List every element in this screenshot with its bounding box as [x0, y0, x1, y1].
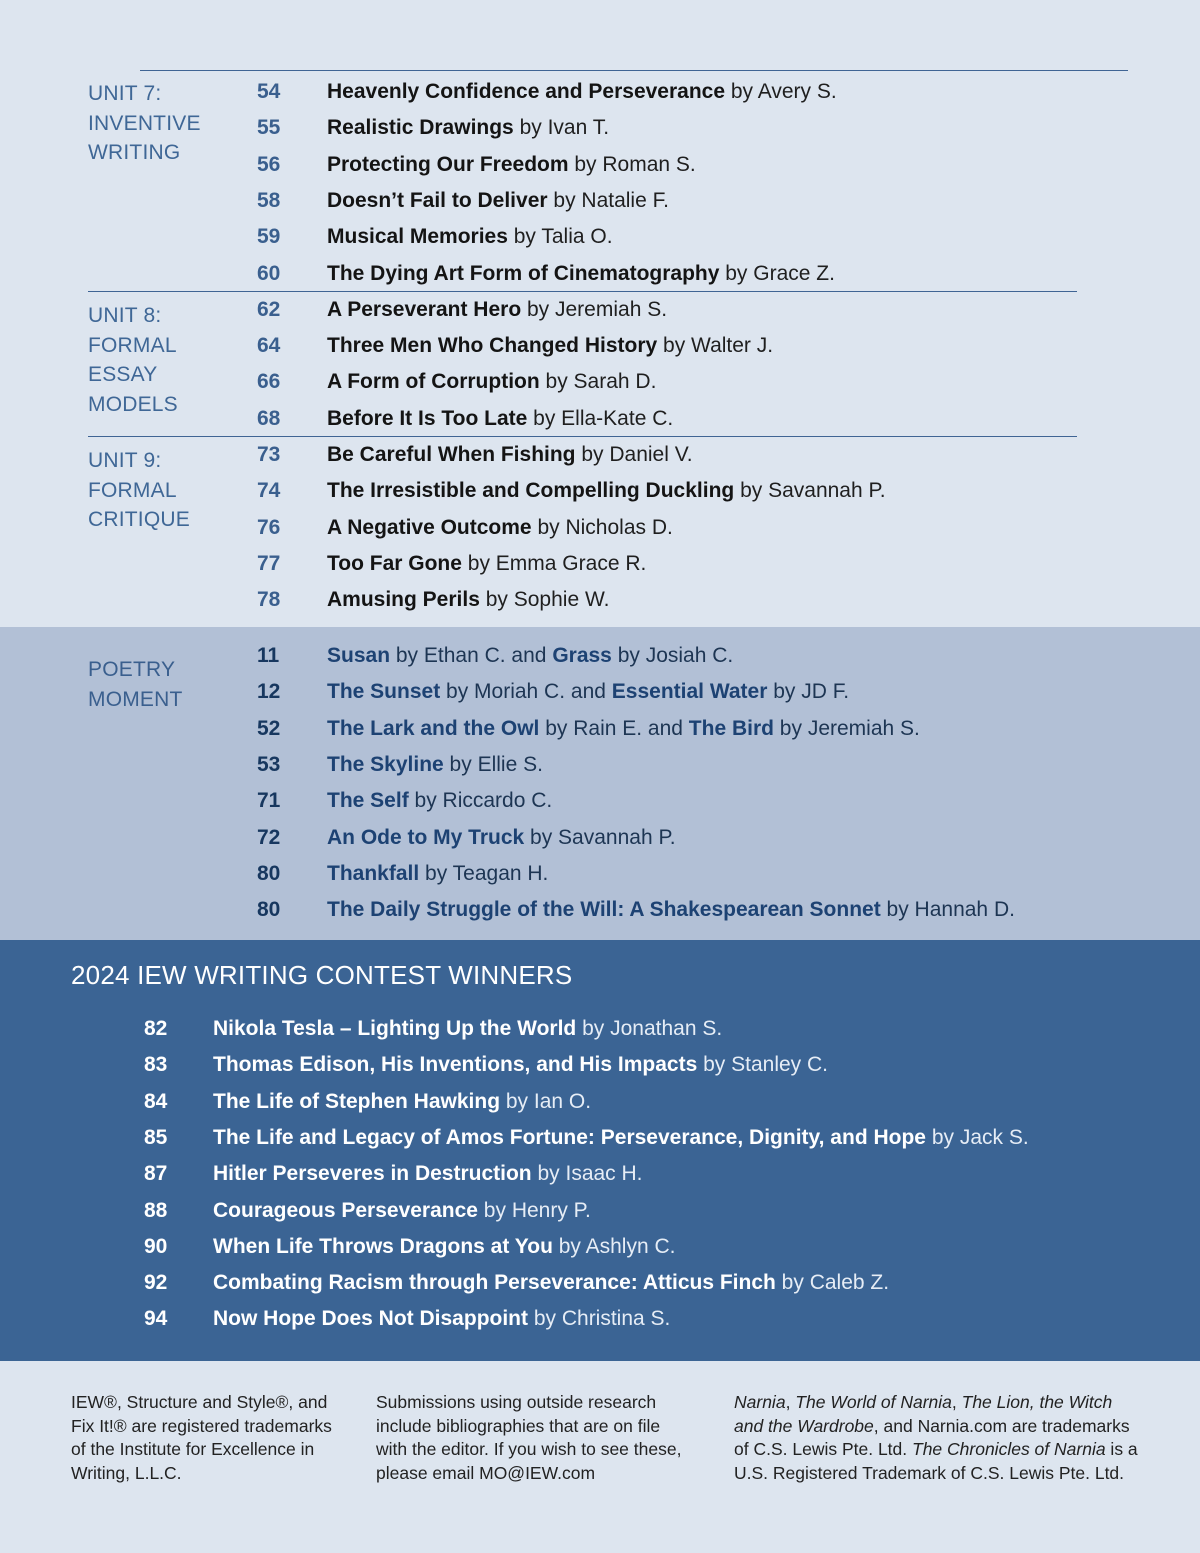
- page-number: 85: [144, 1125, 168, 1149]
- footer-submissions-note: Submissions using outside research include bibliographies that are on file with the editor. If you wish to see these, please email MO@IEW.com: [376, 1392, 682, 1483]
- italic-title: and the Wardrobe: [734, 1415, 874, 1436]
- page-number: 55: [257, 116, 281, 140]
- entry-byline: by Savannah P.: [524, 825, 676, 849]
- entry-title: The Skyline: [327, 752, 444, 776]
- entry-byline: by Ashlyn C.: [552, 1234, 676, 1258]
- top-rule: [140, 70, 1128, 71]
- italic-title: The World of Narnia: [795, 1392, 952, 1412]
- poetry-moment-label: POETRY MOMENT: [88, 658, 183, 711]
- entry-title: Combating Racism through Perseverance: Atticus Finch: [213, 1271, 776, 1295]
- entry-title: The Life of Stephen Hawking: [213, 1089, 501, 1113]
- entry-title: Realistic Drawings: [327, 116, 514, 140]
- entry-byline: by Jack S.: [925, 1125, 1029, 1149]
- entry-title: The Dying Art Form of Cinematography: [327, 261, 720, 285]
- entry-title: Courageous Perseverance: [213, 1198, 478, 1222]
- entry-byline: by Jeremiah S.: [773, 716, 920, 740]
- entry-title: Now Hope Does Not Disappoint: [213, 1307, 528, 1331]
- entry-byline: by Christina S.: [528, 1307, 671, 1331]
- page-number: 53: [257, 752, 281, 776]
- footer-line: of C.S. Lewis Pte. Ltd. The Chronicles of Narnia is a: [734, 1439, 1138, 1459]
- entry-title: Thankfall: [327, 861, 420, 885]
- entry-title: Musical Memories: [327, 225, 508, 249]
- entry-text: [327, 820, 676, 856]
- entry-byline: by Daniel V.: [575, 443, 693, 466]
- entry-byline: by Sophie W.: [479, 588, 610, 612]
- unit-9-label: UNIT 9: FORMAL CRITIQUE: [88, 449, 190, 531]
- entry-text: [327, 473, 886, 509]
- page-number: 77: [257, 551, 281, 575]
- entry-text: [213, 1120, 1029, 1156]
- page-number: 60: [257, 261, 281, 285]
- entry-byline: by Jonathan S.: [576, 1017, 723, 1040]
- entry-byline: by Stanley C.: [697, 1053, 828, 1077]
- entry-text: [327, 638, 733, 674]
- entry-text: [327, 674, 849, 710]
- entry-byline: by Henry P.: [477, 1198, 591, 1222]
- entry-text: [213, 1156, 643, 1192]
- entry-text: [327, 747, 543, 783]
- entry-text: [327, 74, 837, 110]
- unit-7-label: UNIT 7: INVENTIVE WRITING: [88, 82, 201, 164]
- entry-title: Too Far Gone: [327, 551, 462, 575]
- page-number: 64: [257, 334, 281, 358]
- entry-title: When Life Throws Dragons at You: [213, 1234, 553, 1258]
- footer-narnia-trademarks: [734, 1391, 1138, 1485]
- entry-byline: by Ivan T.: [513, 116, 610, 140]
- entry-byline: by Caleb Z.: [775, 1271, 890, 1295]
- entry-title: A Negative Outcome: [327, 515, 532, 539]
- entry-text: [327, 510, 673, 546]
- entry-text: [213, 1301, 670, 1337]
- page-number: 90: [144, 1234, 168, 1258]
- entry-text: [327, 401, 673, 437]
- entry-text: [213, 1011, 722, 1047]
- entry-title: Hitler Perseveres in Destruction: [213, 1162, 532, 1186]
- entry-byline: by Sarah D.: [539, 370, 657, 394]
- entry-text: [327, 711, 920, 747]
- entry-title: A Perseverant Hero: [327, 297, 522, 321]
- entry-title: Three Men Who Changed History: [327, 334, 658, 358]
- entry-byline: by Jeremiah S.: [521, 297, 668, 321]
- entry-title: Doesn’t Fail to Deliver: [327, 188, 548, 212]
- entry-title: The Life and Legacy of Amos Fortune: Perseverance, Dignity, and Hope: [213, 1125, 926, 1149]
- entry-title: Before It Is Too Late: [327, 406, 528, 430]
- entry-title: The Irresistible and Compelling Duckling: [327, 479, 735, 503]
- entry-byline: by Ian O.: [500, 1089, 592, 1113]
- entry-title: An Ode to My Truck: [327, 825, 525, 849]
- italic-title: The Lion, the Witch: [961, 1392, 1113, 1412]
- page-number: 56: [257, 152, 281, 176]
- page-number: 83: [144, 1053, 168, 1077]
- page-number: 87: [144, 1162, 168, 1186]
- entry-title: Amusing Perils: [327, 588, 480, 612]
- entry-byline: by Riccardo C.: [408, 789, 553, 813]
- page-number: 80: [257, 898, 281, 922]
- page-number: 68: [257, 406, 281, 430]
- italic-title: Narnia: [734, 1392, 786, 1412]
- entry-byline: by Natalie F.: [547, 188, 669, 212]
- entry-text: [213, 1047, 828, 1083]
- entry-text: [327, 546, 646, 582]
- entry-byline: by Emma Grace R.: [461, 551, 647, 575]
- entry-byline: by Moriah C. and: [440, 680, 612, 704]
- entry-text: [327, 783, 552, 819]
- page-number: 73: [257, 443, 281, 466]
- footer-trademarks-iew: IEW®, Structure and Style®, and Fix It!® are registered trademarks of the Institute for Excellence in Writing, L.L.C.: [71, 1392, 332, 1483]
- entry-title: A Form of Corruption: [327, 370, 540, 394]
- entry-title: The Lark and the Owl: [327, 716, 540, 740]
- entry-byline: by Talia O.: [507, 225, 613, 249]
- entry-text: [213, 1265, 889, 1301]
- entry-text: [327, 147, 696, 183]
- entry-byline: by Ethan C. and: [390, 644, 553, 667]
- entry-byline: by Savannah P.: [734, 479, 886, 503]
- entry-text: [213, 1229, 675, 1265]
- entry-title: The Self: [327, 789, 409, 813]
- footer-line: U.S. Registered Trademark of C.S. Lewis Pte. Ltd.: [734, 1462, 1125, 1483]
- italic-title: The Chronicles of Narnia: [912, 1439, 1106, 1459]
- entry-byline: by Ellie S.: [443, 752, 543, 776]
- page-number: 76: [257, 515, 281, 539]
- entry-title: Be Careful When Fishing: [327, 443, 576, 466]
- entry-text: [327, 328, 773, 364]
- entry-byline: by Roman S.: [568, 152, 696, 176]
- page-number: 84: [144, 1089, 168, 1113]
- entry-text: [213, 1084, 591, 1120]
- page-number: 72: [257, 825, 281, 849]
- entry-title: Heavenly Confidence and Perseverance: [327, 80, 726, 103]
- entry-text: [327, 856, 548, 892]
- entry-title: Essential Water: [611, 680, 768, 704]
- page-number: 59: [257, 225, 281, 249]
- entry-byline: by Hannah D.: [880, 898, 1015, 922]
- entry-byline: by Teagan H.: [419, 861, 549, 885]
- entry-text: [327, 582, 609, 618]
- entry-byline: by Ella-Kate C.: [527, 406, 674, 430]
- entry-text: [327, 219, 613, 255]
- entry-text: [327, 292, 667, 328]
- entry-title: The Daily Struggle of the Will: A Shakespearean Sonnet: [327, 898, 881, 922]
- entry-title: The Sunset: [327, 680, 441, 704]
- entry-text: [327, 183, 669, 219]
- entry-title: Thomas Edison, His Inventions, and His Impacts: [213, 1053, 698, 1077]
- entry-byline: by Walter J.: [657, 334, 774, 358]
- entry-title: Nikola Tesla – Lighting Up the World: [213, 1017, 577, 1040]
- page-number: 52: [257, 716, 281, 740]
- page-number: 58: [257, 188, 281, 212]
- page-number: 94: [144, 1307, 168, 1331]
- page-number: 62: [257, 297, 281, 321]
- entry-text: [213, 1193, 591, 1229]
- page-number: 11: [257, 644, 280, 667]
- page-number: 92: [144, 1271, 168, 1295]
- footer-line: and the Wardrobe, and Narnia.com are trademarks: [734, 1415, 1130, 1436]
- page-number: 88: [144, 1198, 168, 1222]
- entry-byline: by Isaac H.: [531, 1162, 643, 1186]
- entry-title: Protecting Our Freedom: [327, 152, 569, 176]
- entry-text: [327, 364, 656, 400]
- page-number: 54: [257, 80, 281, 103]
- entry-title: Susan: [327, 644, 391, 667]
- contest-title: 2024 IEW WRITING CONTEST WINNERS: [71, 960, 573, 990]
- entry-byline: by JD F.: [767, 680, 850, 704]
- entry-text: [327, 892, 1015, 928]
- entry-text: [327, 110, 609, 146]
- entry-text: [327, 437, 693, 473]
- entry-title: Grass: [552, 644, 612, 667]
- entry-byline: by Grace Z.: [719, 261, 835, 285]
- entry-byline: by Rain E. and: [539, 716, 689, 740]
- page-number: 82: [144, 1017, 168, 1040]
- page-number: 66: [257, 370, 281, 394]
- entry-text: [327, 256, 835, 292]
- footer-line: Narnia, The World of Narnia, The Lion, the Witch: [734, 1392, 1113, 1412]
- unit-8-label: UNIT 8: FORMAL ESSAY MODELS: [88, 304, 178, 416]
- entry-title: The Bird: [688, 716, 774, 740]
- page-number: 78: [257, 588, 281, 612]
- page-number: 74: [257, 479, 281, 503]
- entry-byline: by Avery S.: [725, 80, 837, 103]
- entry-byline: by Nicholas D.: [531, 515, 673, 539]
- page-number: 12: [257, 680, 281, 704]
- page-number: 80: [257, 861, 281, 885]
- page-number: 71: [257, 789, 281, 813]
- entry-byline: by Josiah C.: [611, 644, 734, 667]
